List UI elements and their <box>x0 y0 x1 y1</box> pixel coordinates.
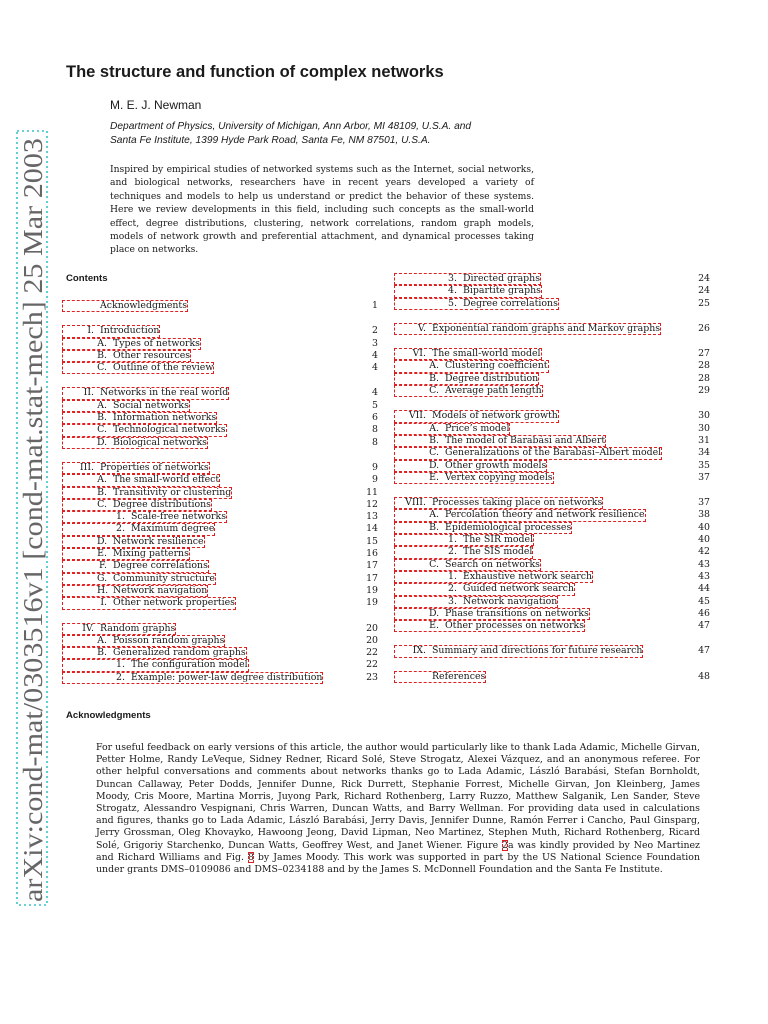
toc-title: Other growth models <box>445 459 547 471</box>
toc-title: Clustering coefficient <box>445 360 548 372</box>
toc-entry[interactable] <box>394 559 710 571</box>
author-name: M. E. J. Newman <box>110 98 202 112</box>
toc-number: G. <box>97 572 108 584</box>
toc-entry[interactable] <box>394 571 710 583</box>
toc-entry[interactable] <box>394 285 710 297</box>
toc-entry[interactable] <box>62 350 378 362</box>
toc-number: V. <box>417 322 426 334</box>
toc-number: VI. <box>412 348 426 360</box>
toc-title: Processes taking place on networks <box>432 497 603 509</box>
toc-number: 2. <box>116 523 125 535</box>
acknowledgments-body <box>96 742 700 876</box>
toc-number: B. <box>429 434 439 446</box>
toc-title: The small-world model <box>432 348 541 360</box>
toc-entry[interactable] <box>62 412 378 424</box>
toc-link[interactable] <box>62 597 236 609</box>
toc-number: 4. <box>448 285 457 297</box>
toc-number: III. <box>79 461 94 473</box>
toc-title: The small-world effect <box>113 474 220 486</box>
toc-entry[interactable] <box>62 585 378 597</box>
toc-number: A. <box>97 634 107 646</box>
toc-entry[interactable] <box>394 509 710 521</box>
toc-link[interactable] <box>62 350 191 362</box>
toc-link[interactable] <box>394 435 606 447</box>
toc-entry[interactable] <box>62 672 378 684</box>
toc-link[interactable] <box>62 659 249 671</box>
toc-number: C. <box>429 447 439 459</box>
toc-entry[interactable] <box>62 623 378 635</box>
toc-entry[interactable] <box>394 323 710 335</box>
toc-title: Network navigation <box>113 584 208 596</box>
toc-link[interactable] <box>394 571 593 583</box>
toc-link[interactable] <box>62 400 190 412</box>
toc-link[interactable] <box>394 522 572 534</box>
toc-page-number: 1 <box>372 300 378 311</box>
toc-page-number: 4 <box>372 387 378 399</box>
toc-entry[interactable] <box>62 462 378 474</box>
toc-page-number: 31 <box>698 434 710 446</box>
abstract: Inspired by empirical studies of networked systems such as the Internet, social networks, and biological networks, researchers have in recent years developed a variety of techniques and models to help us understand or predict the behavior of these systems. Here we review developments in this field, including such concepts as the small-world effect, degree distributions, clustering, network correlations, random graph models, models of network growth and preferential attachment, and dynamical processes taking place on networks. <box>110 164 534 256</box>
toc-entry[interactable] <box>62 300 378 312</box>
toc-title: Vertex copying models <box>445 471 553 483</box>
toc-page-number: 8 <box>372 424 378 436</box>
toc-link[interactable] <box>62 362 214 374</box>
toc-title: Other network properties <box>113 597 235 609</box>
toc-right-column <box>394 273 710 683</box>
ack-text: a was kindly provided by Neo Martinez and Richard Williams and Fig. <box>96 839 700 863</box>
toc-entry[interactable] <box>62 635 378 647</box>
toc-entry[interactable] <box>394 460 710 472</box>
toc-number: D. <box>429 607 440 619</box>
toc-page-number: 4 <box>372 362 378 374</box>
contents-heading: Contents <box>66 273 108 284</box>
toc-page-number: 17 <box>366 560 378 572</box>
toc-number: 3. <box>448 273 457 284</box>
toc-page-number: 22 <box>366 647 378 659</box>
toc-title: The SIS model <box>463 546 533 558</box>
toc-link[interactable] <box>394 285 542 297</box>
toc-number: 1. <box>448 570 457 582</box>
toc-number: F. <box>98 560 107 572</box>
toc-number: VIII. <box>405 497 426 509</box>
toc-page-number: 16 <box>366 548 378 560</box>
toc-number: A. <box>429 422 439 434</box>
toc-number: C. <box>429 558 439 570</box>
toc-link[interactable] <box>394 671 486 683</box>
toc-page-number: 40 <box>698 521 710 533</box>
toc-link[interactable] <box>394 423 510 435</box>
toc-link[interactable] <box>62 424 227 436</box>
toc-title: The model of Barabási and Albert <box>445 434 606 446</box>
toc-title: References <box>432 670 486 682</box>
toc-number: 5. <box>448 297 457 309</box>
toc-page-number: 47 <box>698 620 710 632</box>
toc-link[interactable] <box>62 523 215 535</box>
toc-number: II. <box>83 387 94 399</box>
toc-title: Exhaustive network search <box>463 570 593 582</box>
toc-link[interactable] <box>394 620 585 632</box>
toc-link[interactable] <box>394 373 539 385</box>
toc-entry[interactable] <box>62 474 378 486</box>
toc-link[interactable] <box>62 462 210 474</box>
toc-title: Networks in the real world <box>100 387 229 399</box>
toc-title: Random graphs <box>100 622 176 634</box>
toc-entry[interactable] <box>394 620 710 632</box>
toc-page-number: 17 <box>366 572 378 584</box>
toc-number: A. <box>97 474 107 486</box>
toc-title: Poisson random graphs <box>113 634 225 646</box>
toc-number: B. <box>97 647 107 659</box>
toc-title: Price’s model <box>445 422 510 434</box>
toc-link[interactable] <box>394 410 559 422</box>
toc-page-number: 43 <box>698 570 710 582</box>
toc-page-number: 44 <box>698 583 710 595</box>
toc-title: Acknowledgments <box>100 300 188 311</box>
toc-number: C. <box>97 362 107 374</box>
toc-link[interactable] <box>62 511 227 523</box>
toc-page-number: 37 <box>698 471 710 483</box>
toc-title: Example: power-law degree distribution <box>131 671 323 683</box>
toc-page-number: 2 <box>372 325 378 337</box>
toc-page-number: 34 <box>698 447 710 459</box>
toc-entry[interactable] <box>62 437 378 449</box>
toc-entry[interactable] <box>62 499 378 511</box>
toc-link[interactable] <box>394 323 661 335</box>
toc-entry[interactable] <box>394 596 710 608</box>
toc-link[interactable] <box>62 338 201 350</box>
toc-entry[interactable] <box>394 423 710 435</box>
toc-page-number: 38 <box>698 509 710 521</box>
toc-title: Types of networks <box>113 337 200 349</box>
toc-number: C. <box>97 498 107 510</box>
toc-page-number: 11 <box>366 486 378 498</box>
toc-title: Scale-free networks <box>131 511 226 523</box>
toc-title: Guided network search <box>463 583 574 595</box>
toc-number: VII. <box>408 410 426 422</box>
affiliation-line: Department of Physics, University of Michigan, Ann Arbor, MI 48109, U.S.A. and <box>110 121 472 132</box>
toc-page-number: 12 <box>366 498 378 510</box>
toc-number: 1. <box>448 534 457 546</box>
toc-link[interactable] <box>62 585 208 597</box>
toc-link[interactable] <box>394 348 542 360</box>
toc-title: Models of network growth <box>432 410 558 422</box>
toc-number: A. <box>429 509 439 521</box>
toc-page-number: 27 <box>698 348 710 360</box>
toc-title: Average path length <box>445 385 542 397</box>
toc-page-number: 19 <box>366 584 378 596</box>
toc-page-number: 9 <box>372 474 378 486</box>
toc-entry[interactable] <box>394 298 710 310</box>
toc-link[interactable] <box>62 548 190 560</box>
toc-title: Biological networks <box>113 436 207 448</box>
toc-entry[interactable] <box>394 522 710 534</box>
toc-number: A. <box>429 360 439 372</box>
toc-page-number: 6 <box>372 412 378 424</box>
toc-link[interactable] <box>62 487 232 499</box>
toc-link[interactable] <box>394 385 543 397</box>
toc-number: 2. <box>116 671 125 683</box>
toc-page-number: 30 <box>698 422 710 434</box>
toc-entry[interactable] <box>62 659 378 671</box>
toc-page-number: 9 <box>372 461 378 473</box>
toc-number: D. <box>97 436 108 448</box>
toc-title: Technological networks <box>113 424 226 436</box>
toc-title: Degree correlations <box>463 297 558 309</box>
toc-title: Bipartite graphs <box>463 285 541 297</box>
toc-page-number: 43 <box>698 558 710 570</box>
toc-title: Outline of the review <box>113 362 214 374</box>
toc-link[interactable] <box>394 460 547 472</box>
toc-number: I. <box>100 597 107 609</box>
toc-title: Directed graphs <box>463 273 541 284</box>
toc-title: Properties of networks <box>100 461 209 473</box>
arxiv-stamp-text: arXiv:cond-mat/0303516v1 [cond-mat.stat-mech] 25 Mar 2003 <box>18 217 48 902</box>
toc-entry[interactable] <box>394 410 710 422</box>
toc-entry[interactable] <box>394 273 710 285</box>
toc-number: 1. <box>116 659 125 671</box>
toc-title: Maximum degree <box>131 523 215 535</box>
toc-entry[interactable] <box>394 645 710 657</box>
toc-title: Other processes on networks <box>445 620 585 632</box>
paper-title: The structure and function of complex networks <box>66 63 444 81</box>
toc-number: E. <box>429 620 439 632</box>
toc-entry[interactable] <box>394 546 710 558</box>
toc-number: D. <box>97 535 108 547</box>
toc-page-number: 40 <box>698 534 710 546</box>
toc-entry[interactable] <box>62 325 378 337</box>
toc-entry[interactable] <box>62 573 378 585</box>
toc-entry[interactable] <box>394 497 710 509</box>
toc-title: Degree distribution <box>445 372 539 384</box>
toc-entry[interactable] <box>394 671 710 683</box>
figure-reference-link[interactable]: 2 <box>502 839 508 851</box>
toc-link[interactable] <box>62 623 176 635</box>
toc-link[interactable] <box>394 472 554 484</box>
toc-number: B. <box>429 521 439 533</box>
toc-title: Degree correlations <box>113 560 208 572</box>
toc-page-number: 14 <box>366 523 378 535</box>
toc-title: The configuration model <box>131 659 248 671</box>
toc-number: A. <box>97 399 107 411</box>
toc-title: Other resources <box>113 349 191 361</box>
toc-number: B. <box>97 349 107 361</box>
toc-link[interactable] <box>62 499 212 511</box>
toc-page-number: 23 <box>366 671 378 683</box>
toc-left-column <box>62 300 378 684</box>
toc-link[interactable] <box>62 325 160 337</box>
toc-entry[interactable] <box>394 348 710 360</box>
toc-entry[interactable] <box>62 523 378 535</box>
toc-title: Introduction <box>100 325 160 337</box>
toc-page-number: 35 <box>698 459 710 471</box>
toc-link[interactable] <box>394 497 603 509</box>
toc-number: B. <box>429 372 439 384</box>
toc-page-number: 5 <box>372 399 378 411</box>
toc-page-number: 28 <box>698 372 710 384</box>
toc-title: Exponential random graphs and Markov graphs <box>432 322 661 334</box>
toc-title: Information networks <box>113 412 217 424</box>
toc-link[interactable] <box>394 559 541 571</box>
toc-link[interactable] <box>394 447 662 459</box>
toc-entry[interactable] <box>394 435 710 447</box>
toc-page-number: 24 <box>698 285 710 297</box>
toc-title: Generalizations of the Barabási–Albert model <box>445 447 662 459</box>
toc-link[interactable] <box>62 635 225 647</box>
toc-link[interactable] <box>62 412 217 424</box>
toc-title: The SIR model <box>463 534 534 546</box>
toc-entry[interactable] <box>62 387 378 399</box>
toc-title: Transitivity or clustering <box>113 486 232 498</box>
affiliation-line: Santa Fe Institute, 1399 Hyde Park Road, Santa Fe, NM 87501, U.S.A. <box>110 135 431 146</box>
toc-link[interactable] <box>62 672 323 684</box>
toc-entry[interactable] <box>394 373 710 385</box>
toc-page-number: 19 <box>366 597 378 609</box>
toc-page-number: 3 <box>372 337 378 349</box>
toc-link[interactable] <box>394 509 646 521</box>
toc-title: Epidemiological processes <box>445 521 572 533</box>
figure-reference-link[interactable]: 8 <box>247 851 254 863</box>
toc-number: 1. <box>116 511 125 523</box>
toc-entry[interactable] <box>62 597 378 609</box>
toc-link[interactable] <box>394 360 549 372</box>
toc-title: Mixing patterns <box>113 548 189 560</box>
toc-link[interactable] <box>62 474 220 486</box>
toc-number: C. <box>97 424 107 436</box>
toc-title: Phase transitions on networks <box>445 607 589 619</box>
toc-page-number: 20 <box>366 622 378 634</box>
toc-title: Social networks <box>113 399 189 411</box>
toc-entry[interactable] <box>62 511 378 523</box>
toc-number: E. <box>97 548 107 560</box>
toc-title: Generalized random graphs <box>113 647 246 659</box>
toc-entry[interactable] <box>62 487 378 499</box>
toc-number: 2. <box>448 546 457 558</box>
toc-title: Search on networks <box>445 558 540 570</box>
toc-number: B. <box>97 412 107 424</box>
toc-page-number: 48 <box>698 670 710 682</box>
toc-page-number: 4 <box>372 349 378 361</box>
ack-text: For useful feedback on early versions of this article, the author would particularly like to thank Lada Adamic, Michelle Girvan, Petter Holme, Randy LeVeque, Sidney Redner, Ricard Solé, Steve Strogatz, Alexei Vázquez, and an anonymous referee. For other helpful conversations and comments about networks thanks go to Lada Adamic, László Barabási, Stefan Bornholdt, Duncan Callaway, Peter Dodds, Jennifer Dunne, Rick Durrett, Stephanie Forrest, Michelle Girvan, Jon Kleinberg, James Moody, Cris Moore, Martina Morris, Juyong Park, Richard Rothenberg, Larry Ruzzo, Matthew Salganik, Len Sander, Steve Strogatz, Alessandro Vespignani, Chris Warren, Duncan Watts, and Barry Wellman. For providing data used in calculations and figures, thanks go to Lada Adamic, László Barabási, Jerry Davis, Jennifer Dunne, Ramón Ferrer i Cancho, Paul Ginsparg, Jerry Grossman, Oleg Khovayko, Hawoong Jeong, David Lipman, Neo Martinez, Stephen Muth, Richard Rothenberg, Ricard Solé, Grigoriy Starchenko, Duncan Watts, Geoffrey West, and Janet Wiener. Figure <box>96 742 700 851</box>
toc-link[interactable] <box>62 536 205 548</box>
toc-title: Network resilience <box>113 535 204 547</box>
ack-text: by James Moody. This work was supported in part by the US National Science Foundation under grants DMS–0109086 and DMS–0234188 and by the James S. McDonnell Foundation and the Santa Fe Institute. <box>96 851 700 876</box>
toc-link[interactable] <box>394 298 559 310</box>
toc-title: Summary and directions for future research <box>432 645 643 657</box>
toc-number: IV. <box>82 622 94 634</box>
toc-page-number: 46 <box>698 607 710 619</box>
toc-entry[interactable] <box>394 472 710 484</box>
toc-link[interactable] <box>394 583 575 595</box>
toc-entry[interactable] <box>62 560 378 572</box>
toc-number: C. <box>429 385 439 397</box>
toc-link[interactable] <box>394 596 558 608</box>
toc-entry[interactable] <box>394 583 710 595</box>
toc-page-number: 15 <box>366 535 378 547</box>
toc-page-number: 45 <box>698 595 710 607</box>
toc-entry[interactable] <box>394 534 710 546</box>
toc-entry[interactable] <box>394 385 710 397</box>
toc-page-number: 8 <box>372 436 378 448</box>
toc-link[interactable] <box>394 273 541 285</box>
toc-page-number: 28 <box>698 360 710 372</box>
toc-page-number: 37 <box>698 497 710 509</box>
toc-page-number: 22 <box>366 659 378 671</box>
toc-page-number: 13 <box>366 511 378 523</box>
toc-link[interactable] <box>62 437 208 449</box>
arxiv-stamp <box>4 128 56 908</box>
toc-entry[interactable] <box>62 362 378 374</box>
toc-number: D. <box>429 459 440 471</box>
toc-link[interactable] <box>62 300 188 312</box>
toc-page-number: 30 <box>698 410 710 422</box>
toc-number: I. <box>87 325 94 337</box>
toc-link[interactable] <box>62 387 229 399</box>
toc-entry[interactable] <box>62 536 378 548</box>
toc-link[interactable] <box>62 573 216 585</box>
toc-number: B. <box>97 486 107 498</box>
toc-title: Percolation theory and network resilience <box>445 509 645 521</box>
acknowledgments-heading: Acknowledgments <box>66 710 151 721</box>
toc-title: Degree distributions <box>113 498 211 510</box>
toc-page-number: 42 <box>698 546 710 558</box>
toc-number: E. <box>429 471 439 483</box>
toc-page-number: 26 <box>698 322 710 334</box>
toc-entry[interactable] <box>394 447 710 459</box>
toc-number: A. <box>97 337 107 349</box>
toc-title: Community structure <box>113 572 215 584</box>
toc-link[interactable] <box>62 647 247 659</box>
toc-entry[interactable] <box>62 548 378 560</box>
affiliation <box>110 120 530 148</box>
toc-page-number: 25 <box>698 297 710 309</box>
toc-entry[interactable] <box>62 424 378 436</box>
toc-link[interactable] <box>394 534 534 546</box>
toc-entry[interactable] <box>62 338 378 350</box>
toc-entry[interactable] <box>62 647 378 659</box>
toc-title: Network navigation <box>463 595 558 607</box>
toc-page-number: 24 <box>698 273 710 284</box>
toc-link[interactable] <box>394 608 590 620</box>
toc-page-number: 47 <box>698 645 710 657</box>
toc-link[interactable] <box>394 546 533 558</box>
toc-number: 2. <box>448 583 457 595</box>
toc-page-number: 20 <box>366 634 378 646</box>
toc-page-number: 29 <box>698 385 710 397</box>
toc-entry[interactable] <box>394 360 710 372</box>
toc-link[interactable] <box>394 645 643 657</box>
toc-link[interactable] <box>62 560 209 572</box>
toc-number: H. <box>97 584 109 596</box>
toc-entry[interactable] <box>394 608 710 620</box>
toc-number: 3. <box>448 595 457 607</box>
toc-number: IX. <box>412 645 426 657</box>
toc-entry[interactable] <box>62 400 378 412</box>
